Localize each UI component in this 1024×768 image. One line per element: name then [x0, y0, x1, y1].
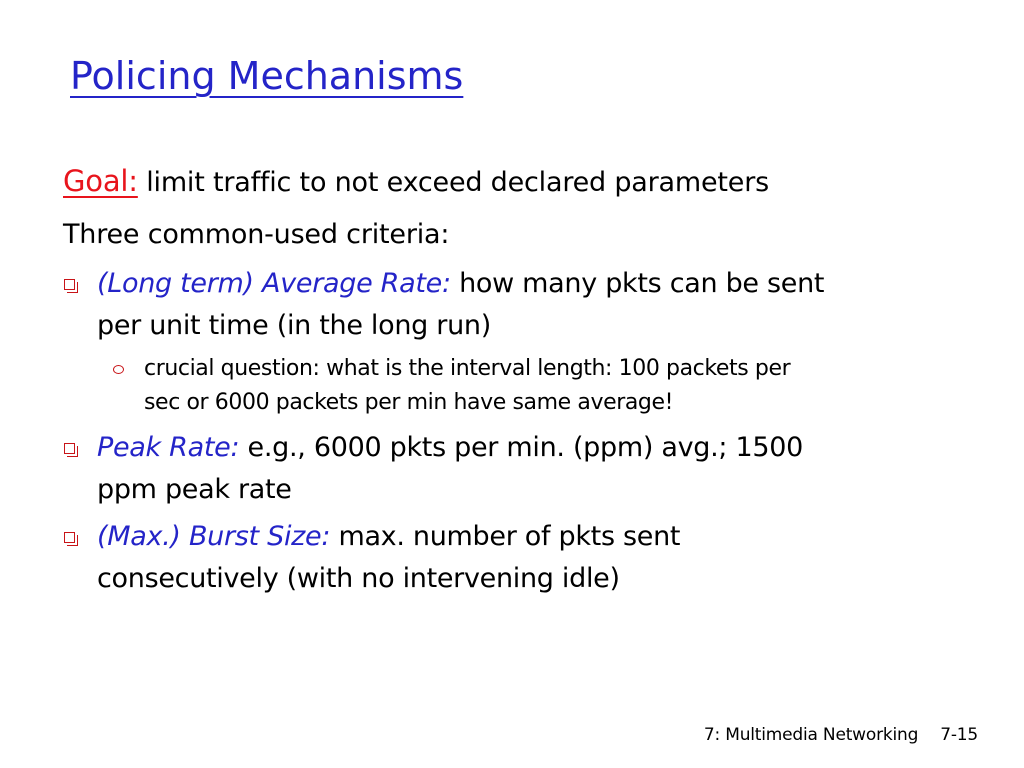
shadowed-square-bullet-icon — [64, 532, 75, 543]
bullet-text: max. number of pkts sent — [330, 521, 681, 552]
bullet-burst-size — [97, 516, 997, 600]
slide-footer — [704, 722, 978, 748]
slide-title: Policing Mechanisms — [70, 54, 464, 98]
bullet-term: Peak Rate: — [97, 432, 240, 463]
bullet-line-continued: ppm peak rate — [97, 474, 292, 505]
footer-page-number: 7-15 — [940, 725, 978, 745]
bullet-line — [97, 427, 997, 469]
criteria-intro: Three common-used criteria: — [63, 219, 450, 250]
bullet-line — [97, 516, 997, 558]
sub-bullet-line-continued: sec or 6000 packets per min have same average! — [144, 390, 674, 415]
footer-chapter: 7: Multimedia Networking — [703, 725, 919, 745]
hollow-circle-bullet-icon — [113, 365, 124, 374]
bullet-text: e.g., 6000 pkts per min. (ppm) avg.; 1500 — [239, 432, 804, 463]
bullet-peak-rate — [97, 427, 997, 511]
goal-text: limit traffic to not exceed declared parameters — [137, 167, 769, 198]
bullet-line-continued: consecutively (with no intervening idle) — [97, 563, 620, 594]
bullet-text: how many pkts can be sent — [450, 268, 825, 299]
sub-bullet-interval-question — [144, 352, 964, 420]
bullet-term: (Long term) Average Rate: — [97, 268, 451, 299]
sub-bullet-line: crucial question: what is the interval length: 100 packets per — [144, 356, 791, 381]
bullet-line-continued: per unit time (in the long run) — [97, 310, 491, 341]
goal-statement — [63, 155, 769, 209]
shadowed-square-bullet-icon — [64, 443, 75, 454]
bullet-term: (Max.) Burst Size: — [97, 521, 331, 552]
bullet-line — [97, 263, 997, 305]
bullet-average-rate — [97, 263, 997, 347]
shadowed-square-bullet-icon — [64, 279, 75, 290]
goal-label: Goal: — [63, 164, 138, 198]
